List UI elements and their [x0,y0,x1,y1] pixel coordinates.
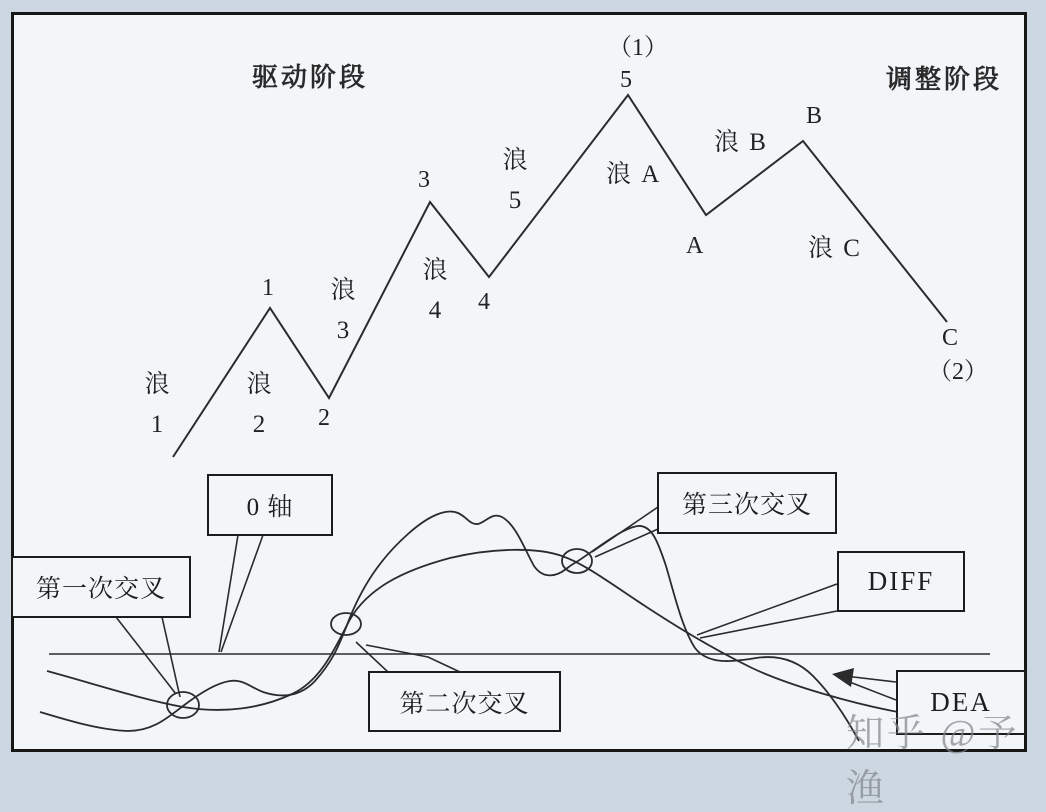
wave-segment-1-char: 浪 [144,371,170,398]
diff-label: DIFF [867,566,935,596]
adjustment-phase-title: 调整阶段 [886,65,1003,94]
first-cross-box [11,556,191,618]
wave-segment-2-char: 浪 [246,371,272,398]
zero-axis-label: 0 轴 [246,494,294,521]
wave-segment-label-2 [242,372,276,439]
wave-node-2: 2 [318,405,330,431]
zero-axis-box [207,474,333,536]
wave-node-C: C [942,325,959,351]
second-cross-label: 第二次交叉 [399,690,530,718]
wave-segment-5-char: 浪 [502,147,528,174]
wave-node-B: B [806,103,823,129]
wave-node-1: 1 [262,275,274,301]
dea-label: DEA [930,687,992,717]
wave-segment-3-num: 3 [336,317,350,345]
wave-node-4: 4 [478,289,490,315]
wave-segment-3-char: 浪 [330,277,356,304]
watermark: 知乎 @予渔 [846,713,1020,810]
wave-segment-5-num: 5 [508,187,522,215]
driving-phase-title: 驱动阶段 [252,63,369,92]
wave-degree-label-1: （1） [608,35,668,61]
wave-segment-1-num: 1 [150,411,164,439]
wave-segment-label-B: 浪 B [714,129,768,156]
wave-segment-label-3 [326,278,360,345]
wave-node-3: 3 [418,167,430,193]
wave-segment-4-num: 4 [428,297,442,325]
wave-segment-label-5 [498,148,532,215]
wave-segment-label-A: 浪 A [606,161,662,188]
wave-degree-label-2: （2） [928,359,988,385]
wave-segment-2-num: 2 [252,411,266,439]
third-cross-box [657,472,837,534]
wave-segment-4-char: 浪 [422,257,448,284]
wave-segment-label-C: 浪 C [808,235,862,262]
third-cross-label: 第三次交叉 [681,492,812,519]
wave-node-5: 5 [620,67,632,93]
wave-segment-label-1 [140,372,174,439]
diff-box [837,551,965,612]
wave-node-A: A [686,233,704,259]
second-cross-box [368,671,561,732]
wave-segment-label-4 [418,258,452,325]
first-cross-label: 第一次交叉 [35,576,166,603]
